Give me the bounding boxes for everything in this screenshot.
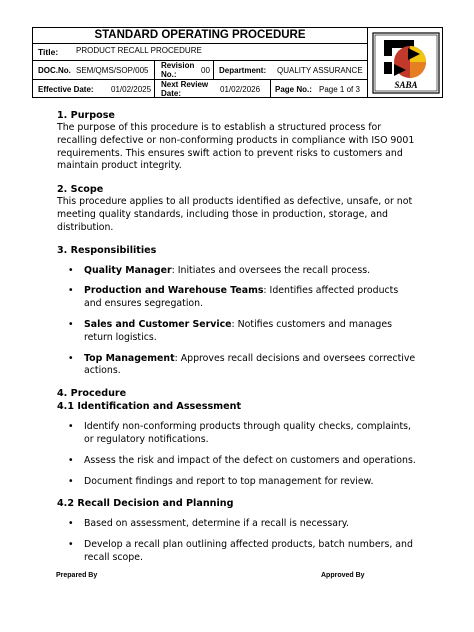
docno-value: SEM/QMS/SOP/005 [76, 66, 149, 75]
review-label: Next Review Date: [161, 80, 209, 98]
page-label: Page No.: [275, 85, 312, 94]
saba-logo-icon [368, 28, 444, 97]
title-row [33, 43, 367, 60]
list-item: • Develop a recall plan outlining affected products, batch numbers, and recall scope. [57, 539, 417, 565]
revision-cell [154, 61, 194, 80]
list-item: • Identify non-conforming products through quality checks, complaints, or regulatory notifications. [57, 421, 417, 447]
department-cell [213, 61, 367, 80]
page-value: Page 1 of 3 [319, 85, 360, 94]
list-item: • Document findings and report to top management for review. [57, 476, 417, 489]
page-cell [270, 80, 367, 98]
subsection-4-2-list [57, 518, 417, 564]
document-header [32, 27, 443, 98]
responsibilities-heading: 3. Responsibilities [57, 244, 157, 256]
subsection-4-1-heading: 4.1 Identification and Assessment [57, 401, 242, 413]
list-item: • Production and Warehouse Teams: Identifies affected products and ensures segregation. [57, 285, 417, 311]
responsibilities-list [57, 265, 417, 379]
effective-label: Effective Date: [38, 85, 94, 94]
list-item: • Quality Manager: Initiates and oversees the recall process. [57, 265, 417, 278]
title-label: Title: [38, 47, 59, 57]
subsection-4-1-list [57, 421, 417, 488]
department-value: QUALITY ASSURANCE [277, 66, 363, 75]
purpose-text: The purpose of this procedure is to establish a structured process for recalling defective or non-conforming products in compliance with ISO 9001 requirements. This ensures swift action to prevent risks to customers and maintain product integrity. [57, 122, 415, 172]
approved-by-label: Approved By [321, 572, 365, 579]
scope-text: This procedure applies to all products identified as defective, unsafe, or not meeting quality standards, including those in production, storage, and distribution. [57, 196, 413, 233]
title-value: PRODUCT RECALL PROCEDURE [76, 46, 202, 55]
document-body [57, 109, 417, 565]
list-item: • Based on assessment, determine if a recall is necessary. [57, 518, 417, 531]
revision-label: Revision No.: [161, 61, 195, 79]
docno-row [33, 60, 367, 79]
review-cell [154, 80, 270, 98]
company-logo [367, 28, 443, 97]
purpose-heading: 1. Purpose [57, 110, 115, 121]
svg-text:SABA: SABA [394, 80, 418, 90]
list-item: • Top Management: Approves recall decisions and oversees corrective actions. [57, 353, 417, 379]
prepared-by-label: Prepared By [56, 572, 98, 579]
list-item: • Assess the risk and impact of the defect on customers and operations. [57, 455, 417, 468]
list-item: • Sales and Customer Service: Notifies customers and manages return logistics. [57, 319, 417, 345]
dates-row [33, 79, 367, 97]
sop-title: STANDARD OPERATING PROCEDURE [94, 29, 306, 41]
procedure-heading: 4. Procedure [57, 388, 127, 400]
department-label: Department: [219, 66, 267, 75]
effective-value: 01/02/2025 [111, 85, 152, 94]
docno-label: DOC.No. [38, 66, 71, 75]
scope-heading: 2. Scope [57, 184, 104, 196]
review-value: 01/02/2026 [220, 85, 261, 94]
subsection-4-2-heading: 4.2 Recall Decision and Planning [57, 498, 234, 510]
revision-value: 00 [201, 66, 210, 75]
